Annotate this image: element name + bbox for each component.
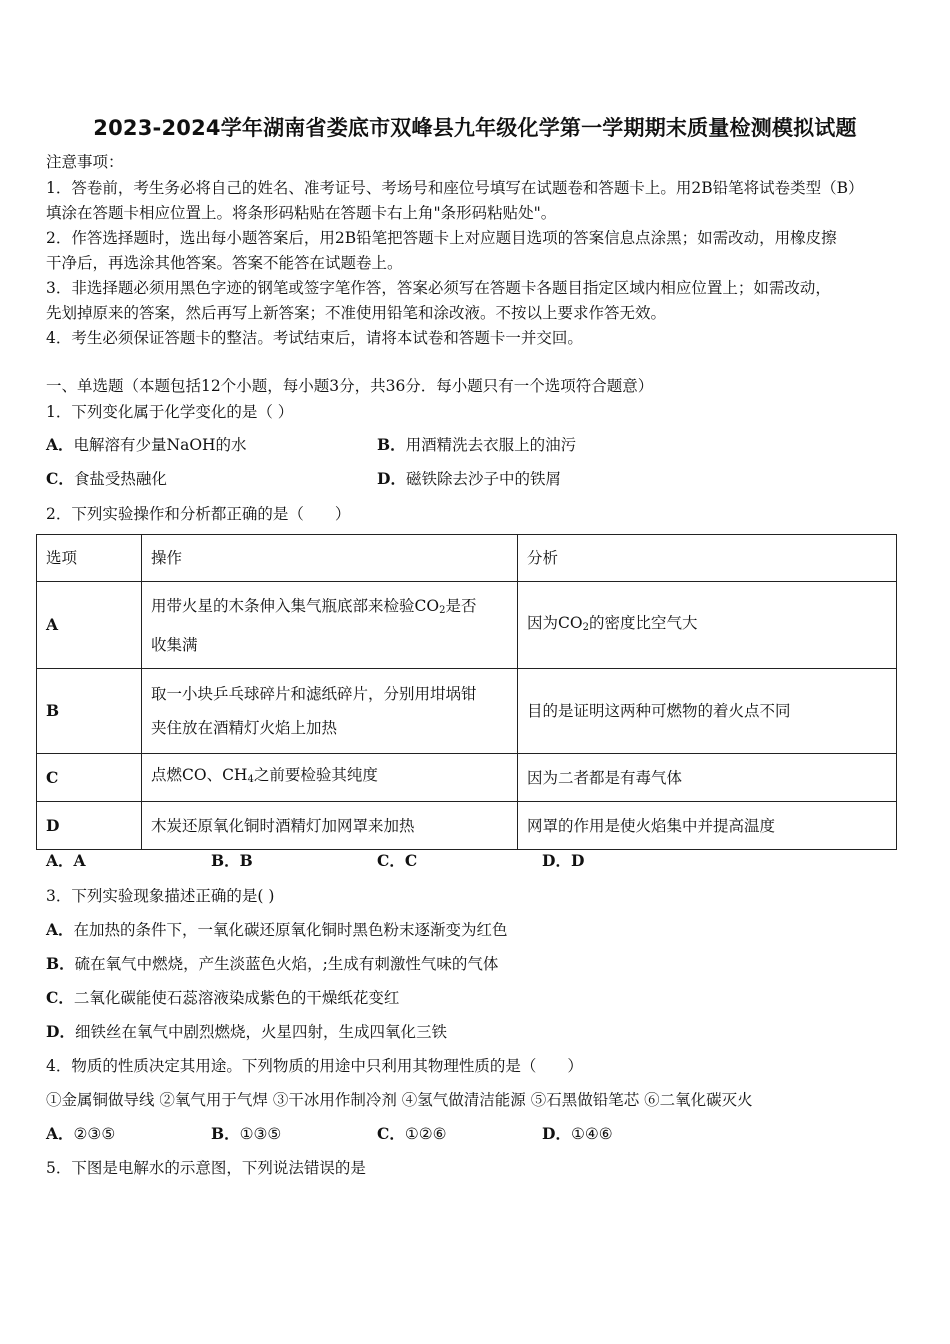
notice-line: 2．作答选择题时，选出每小题答案后，用2B铅笔把答题卡上对应题目选项的答案信息点涂黑；如需改动，用橡皮擦 bbox=[46, 229, 837, 247]
section-heading: 一、单选题（本题包括12个小题，每小题3分，共36分．每小题只有一个选项符合题意） bbox=[46, 377, 654, 395]
option-label: C． bbox=[377, 1124, 405, 1143]
notice-line: 3．非选择题必须用黑色字迹的钢笔或签字笔作答，答案必须写在答题卡各题目指定区域内相应位置上；如需改动， bbox=[46, 279, 831, 297]
question-1-option-d bbox=[377, 469, 561, 489]
option-text: 磁铁除去沙子中的铁屑 bbox=[405, 470, 561, 488]
question-3-stem: 3．下列实验现象描述正确的是( ) bbox=[46, 887, 275, 905]
option-text: 硫在氧气中燃烧，产生淡蓝色火焰，;生成有刺激性气味的气体 bbox=[74, 955, 499, 973]
table-header-cell: 分析 bbox=[518, 535, 897, 582]
cell-text: 用带火星的木条伸入集气瓶底部来检验CO bbox=[151, 596, 440, 615]
option-text: 用酒精洗去衣服上的油污 bbox=[405, 436, 577, 454]
question-2-option-d bbox=[542, 851, 584, 871]
option-label: D． bbox=[46, 1022, 75, 1041]
notice-line: 4．考生必须保证答题卡的整洁。考试结束后，请将本试卷和答题卡一并交回。 bbox=[46, 329, 583, 347]
question-4-option-d bbox=[542, 1124, 613, 1144]
cell-text: 是否 bbox=[445, 596, 477, 615]
subscript: 2 bbox=[582, 621, 589, 633]
question-3-option-a bbox=[46, 920, 508, 940]
question-1-option-c bbox=[46, 469, 167, 489]
option-label: D． bbox=[542, 851, 571, 870]
page-title: 2023-2024学年湖南省娄底市双峰县九年级化学第一学期期末质量检测模拟试题 bbox=[93, 116, 857, 140]
option-text: 二氧化碳能使石蕊溶液染成紫色的干燥纸花变红 bbox=[73, 989, 400, 1007]
option-label: B． bbox=[377, 435, 406, 454]
notice-heading: 注意事项： bbox=[46, 153, 124, 171]
option-text: D bbox=[570, 851, 585, 870]
question-4-option-a bbox=[46, 1124, 115, 1144]
option-text: ①④⑥ bbox=[570, 1125, 613, 1143]
option-label: A． bbox=[46, 851, 74, 870]
table-cell-option: B bbox=[37, 669, 142, 754]
table-row bbox=[37, 582, 897, 669]
option-text: C bbox=[404, 851, 418, 870]
option-text: ①③⑤ bbox=[239, 1125, 282, 1143]
option-text: 细铁丝在氧气中剧烈燃烧，火星四射，生成四氧化三铁 bbox=[74, 1023, 447, 1041]
table-cell-analysis bbox=[518, 582, 897, 669]
question-4-items: ①金属铜做导线 ②氧气用于气焊 ③干冰用作制冷剂 ④氢气做清洁能源 ⑤石黑做铅笔芯 ⑥二氧化碳灭火 bbox=[46, 1091, 753, 1109]
cell-text: 取一小块乒乓球碎片和滤纸碎片，分别用坩埚钳 bbox=[151, 685, 477, 703]
question-4-option-c bbox=[377, 1124, 447, 1144]
question-3-option-d bbox=[46, 1022, 447, 1042]
option-text: ①②⑥ bbox=[404, 1125, 447, 1143]
table-cell-option: D bbox=[37, 802, 142, 850]
option-label: C． bbox=[377, 851, 405, 870]
table-header-cell: 选项 bbox=[37, 535, 142, 582]
table-row bbox=[37, 754, 897, 802]
option-label: D． bbox=[377, 469, 406, 488]
question-2-option-a bbox=[46, 851, 86, 871]
cell-text: 之前要检验其纯度 bbox=[253, 766, 378, 784]
notice-line: 填涂在答题卡相应位置上。将条形码粘贴在答题卡右上角"条形码粘贴处"。 bbox=[46, 204, 557, 222]
table-cell-option: A bbox=[37, 582, 142, 669]
cell-text: 夹住放在酒精灯火焰上加热 bbox=[151, 719, 338, 737]
table-cell-operation bbox=[142, 582, 518, 669]
option-label: B． bbox=[46, 954, 75, 973]
option-label: A． bbox=[46, 920, 74, 939]
option-text: 电解溶有少量NaOH的水 bbox=[73, 436, 247, 454]
question-1-option-a bbox=[46, 435, 247, 455]
cell-text: 点燃CO、CH bbox=[151, 766, 248, 784]
cell-text: 的密度比空气大 bbox=[588, 613, 698, 632]
option-text: A bbox=[73, 851, 86, 870]
table-cell-analysis: 网罩的作用是使火焰集中并提高温度 bbox=[518, 802, 897, 850]
table-header-row bbox=[37, 535, 897, 582]
cell-text: 收集满 bbox=[151, 635, 198, 654]
option-label: B． bbox=[211, 851, 240, 870]
option-text: 在加热的条件下，一氧化碳还原氧化铜时黑色粉末逐渐变为红色 bbox=[73, 921, 508, 939]
question-3-option-c bbox=[46, 988, 399, 1008]
experiment-table bbox=[36, 534, 897, 850]
option-text: 食盐受热融化 bbox=[73, 470, 167, 488]
question-2-option-c bbox=[377, 851, 417, 871]
subscript: 4 bbox=[247, 774, 254, 785]
option-label: A． bbox=[46, 435, 74, 454]
notice-line: 先划掉原来的答案，然后再写上新答案；不准使用铅笔和涂改液。不按以上要求作答无效。 bbox=[46, 304, 667, 322]
option-label: D． bbox=[542, 1124, 571, 1143]
option-text: ②③⑤ bbox=[73, 1125, 116, 1143]
option-label: C． bbox=[46, 469, 74, 488]
option-label: B． bbox=[211, 1124, 240, 1143]
cell-text: 因为CO bbox=[527, 613, 583, 632]
option-label: C． bbox=[46, 988, 74, 1007]
question-2-stem: 2．下列实验操作和分析都正确的是（ ） bbox=[46, 505, 351, 523]
table-cell-analysis: 目的是证明这两种可燃物的着火点不同 bbox=[518, 669, 897, 754]
question-4-option-b bbox=[211, 1124, 281, 1144]
question-2-option-b bbox=[211, 851, 253, 871]
table-cell-operation bbox=[142, 754, 518, 802]
table-cell-operation bbox=[142, 669, 518, 754]
question-4-stem: 4．物质的性质决定其用途。下列物质的用途中只利用其物理性质的是（ ） bbox=[46, 1057, 583, 1075]
table-cell-operation: 木炭还原氧化铜时酒精灯加网罩来加热 bbox=[142, 802, 518, 850]
table-row bbox=[37, 669, 897, 754]
option-text: B bbox=[239, 851, 253, 870]
option-label: A． bbox=[46, 1124, 74, 1143]
notice-line: 1．答卷前，考生务必将自己的姓名、准考证号、考场号和座位号填写在试题卷和答题卡上。用2B铅笔将试卷类型（B） bbox=[46, 179, 864, 197]
table-cell-analysis: 因为二者都是有毒气体 bbox=[518, 754, 897, 802]
table-row bbox=[37, 802, 897, 850]
notice-line: 干净后，再选涂其他答案。答案不能答在试题卷上。 bbox=[46, 254, 403, 272]
table-header-cell: 操作 bbox=[142, 535, 518, 582]
question-1-stem: 1．下列变化属于化学变化的是（ ） bbox=[46, 403, 294, 421]
table-cell-option: C bbox=[37, 754, 142, 802]
question-5-stem: 5．下图是电解水的示意图，下列说法错误的是 bbox=[46, 1159, 366, 1177]
question-3-option-b bbox=[46, 954, 498, 974]
subscript: 2 bbox=[439, 604, 446, 616]
question-1-option-b bbox=[377, 435, 576, 455]
